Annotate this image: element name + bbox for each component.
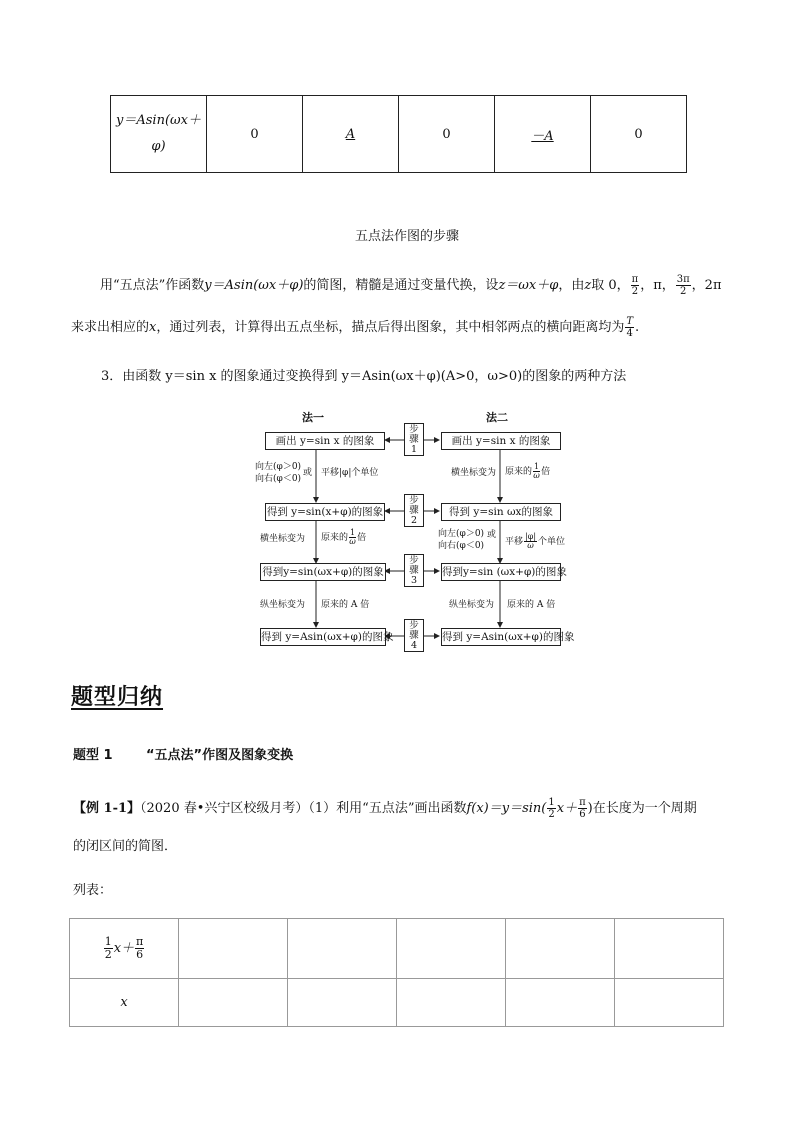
variable: x [149,320,157,335]
text: ，通过列表，计算得出五点坐标，描点后得出图象，其中相邻两点的横向距离均为 [156,320,625,335]
left-box-4: 得到 y=Asin(ωx+φ)的图象 [260,628,386,646]
table-cell[interactable] [179,979,288,1027]
step-4: 步 骤 4 [404,619,424,652]
table-cell[interactable] [506,919,615,979]
right-label-horizontal-factor: 原来的 $\frac{1}{\omega}$ 倍 [505,462,551,480]
left-label-shift-direction: 向左(φ＞0) 向右(φ＜0) [255,462,302,484]
table-cell[interactable] [397,919,506,979]
paragraph-five-point-line1 [100,274,722,297]
right-box-2: 得到 y=sin ωx的图象 [441,503,561,521]
value-cell: 0 [207,96,303,173]
example-tag: 【例 1-1】 [73,801,141,816]
value-cell: 0 [591,96,687,173]
list-label: 列表： [73,883,113,898]
left-box-1: 画出 y=sin x 的图象 [265,432,385,450]
values-table [110,95,687,173]
left-label-vertical-factor: 原来的 A 倍 [321,600,370,610]
right-label-vertical: 纵坐标变为 [449,600,495,610]
text: 取 0， [591,278,630,293]
table-cell[interactable] [179,919,288,979]
formula: f(x)＝y＝sin( [466,801,547,816]
step-2: 步 骤 2 [404,494,424,527]
table-cell[interactable] [288,919,397,979]
type1-title: “五点法”作图及图象变换 [146,748,294,763]
text: 的简图，精髓是通过变量代换，设 [303,278,499,293]
value-neg-amplitude: －A [531,128,554,144]
right-box-3: 得到y=sin (ωx+φ)的图象 [441,563,561,581]
formula: z＝ωx＋φ [498,278,559,293]
section-heading: 题型归纳 [71,685,164,710]
type1-label: 题型 1 [73,748,113,763]
table-cell[interactable] [615,979,724,1027]
table-cell[interactable] [615,919,724,979]
table-cell[interactable] [397,979,506,1027]
blank-value-table [69,918,724,1027]
step-3: 步 骤 3 [404,554,424,587]
row-header-angle: $\frac{1}{2}$ x＋ $\frac{\pi}{6}$ [70,919,179,979]
function-label-cell [111,96,207,173]
row-header-x: x [70,979,179,1027]
transformation-diagram [255,405,575,655]
text: 用“五点法”作函数 [100,278,205,293]
fraction-pi-over-2: $\frac{\pi}{2}$ [631,274,639,297]
formula: x＋ [556,801,578,816]
example-line1 [73,797,697,820]
right-label-horizontal: 横坐标变为 [451,468,497,478]
paragraph-five-point-line2 [71,316,639,339]
value-amplitude: A [345,126,356,142]
left-box-2: 得到 y=sin(x+φ)的图象 [265,503,385,521]
method1-title: 法一 [302,411,324,424]
table-cell[interactable] [288,979,397,1027]
text: ，由 [558,278,585,293]
right-label-shift-direction: 向左(φ＞0) 向右(φ＜0) [438,529,485,551]
table-cell[interactable] [506,979,615,1027]
text: )在长度为一个周期 [587,801,697,816]
left-label-horizontal-factor: 原来的 $\frac{1}{\omega}$ 倍 [321,528,367,546]
value-cell [303,96,399,173]
text: （2020 春•兴宁区校级月考）（1）利用“五点法”画出函数 [140,801,467,816]
fraction-3pi-over-2: $\frac{3\pi}{2}$ [676,274,690,297]
text: 来求出相应的 [71,320,150,335]
text: ，π， [640,278,675,293]
example-line2: 的闭区间的简图． [73,839,178,854]
method2-title: 法二 [486,411,508,424]
right-box-1: 画出 y=sin x 的图象 [441,432,561,450]
function-label-line1: y＝Asin(ωx＋ [116,113,201,128]
text: . [635,320,640,335]
right-label-or: 或 [487,530,497,540]
left-label-vertical: 纵坐标变为 [260,600,306,610]
step-1: 步 骤 1 [404,423,424,456]
left-box-3: 得到y=sin(ωx+φ)的图象 [260,563,386,581]
function-label-line2: φ) [151,139,166,154]
right-box-4: 得到 y=Asin(ωx+φ)的图象 [441,628,561,646]
section-title: 五点法作图的步骤 [355,229,460,244]
fraction-one-half: $\frac{1}{2}$ [548,797,555,820]
paragraph-two-methods: 3．由函数 y＝sin x 的图象通过变换得到 y＝Asin(ωx＋φ)(A>0，ω>0)的图象的两种方法 [101,369,627,384]
value-cell [495,96,591,173]
fraction-pi-over-6: $\frac{\pi}{6}$ [579,797,586,820]
right-label-shift-amount: 平移 $\frac{|\varphi|}{\omega}$ 个单位 [505,532,566,550]
left-label-or: 或 [303,468,313,478]
left-label-shift-amount: 平移|φ|个单位 [321,468,379,478]
right-label-vertical-factor: 原来的 A 倍 [507,600,556,610]
left-label-horizontal: 横坐标变为 [260,534,306,544]
formula: y＝Asin(ωx＋φ) [204,278,304,293]
fraction-t-over-4: $\frac{T}{4}$ [626,316,634,339]
text: ，2π [691,278,722,293]
variable: z [584,278,592,293]
value-cell: 0 [399,96,495,173]
